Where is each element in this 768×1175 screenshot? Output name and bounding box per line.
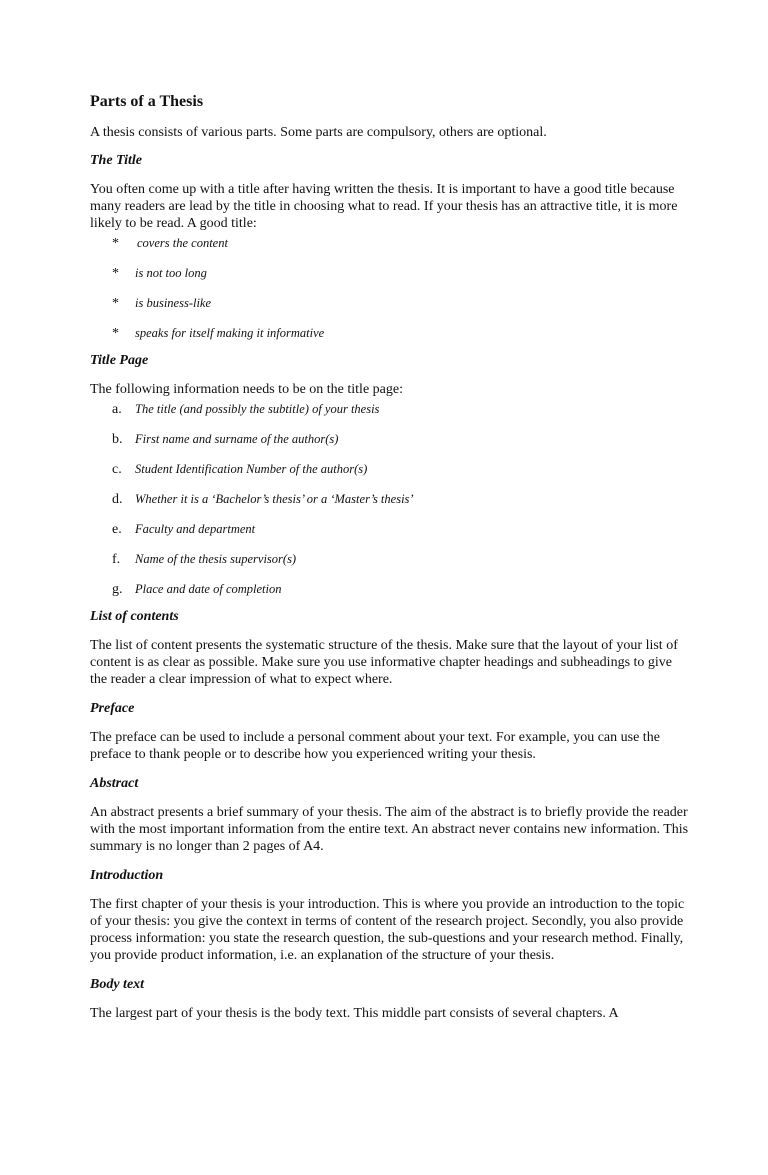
list-item bbox=[90, 432, 690, 462]
list-item-text: First name and surname of the author(s) bbox=[135, 432, 339, 446]
list-item bbox=[90, 236, 690, 266]
list-of-contents-paragraph: The list of content presents the systematic structure of the thesis. Make sure that the layout of your list of content is as clear as possible. Make sure you use informative chapter headings and subheadings to give the reader a clear impression of what to expect where. bbox=[90, 638, 678, 687]
list-item-text: Faculty and department bbox=[135, 522, 256, 536]
title-page-paragraph: The following information needs to be on the title page: bbox=[90, 382, 403, 397]
document-page bbox=[90, 92, 690, 1022]
list-marker: e. bbox=[112, 522, 122, 537]
list-item bbox=[90, 522, 690, 552]
section-heading-list-of-contents: List of contents bbox=[90, 609, 179, 624]
page-title: Parts of a Thesis bbox=[90, 93, 204, 110]
list-item bbox=[90, 402, 690, 432]
list-item-text: speaks for itself making it informative bbox=[135, 326, 325, 340]
list-marker: c. bbox=[112, 462, 122, 477]
list-marker: f. bbox=[112, 552, 121, 567]
list-item-text: The title (and possibly the subtitle) of your thesis bbox=[135, 402, 380, 416]
list-item-text: Student Identification Number of the author(s) bbox=[135, 462, 368, 476]
introduction-paragraph: The first chapter of your thesis is your introduction. This is where you provide an introduction to the topic of your thesis: you give the context in terms of content of the research project. Secondly, you also provide process information: you state the research question, the sub-questions and your research method. Finally, you provide product information, i.e. an explanation of the structure of your thesis. bbox=[90, 897, 685, 963]
list-marker: g. bbox=[112, 582, 123, 597]
title-page-list bbox=[90, 402, 690, 612]
good-title-list bbox=[90, 236, 690, 356]
list-item-text: Name of the thesis supervisor(s) bbox=[135, 552, 297, 566]
body-text-paragraph: The largest part of your thesis is the body text. This middle part consists of several chapters. A bbox=[90, 1006, 619, 1021]
section-heading-preface: Preface bbox=[90, 701, 135, 716]
bullet-marker: * bbox=[112, 326, 119, 341]
list-item-text: is not too long bbox=[135, 266, 207, 280]
bullet-marker: * bbox=[112, 266, 119, 281]
list-marker: d. bbox=[112, 492, 123, 507]
bullet-marker: * bbox=[112, 236, 119, 251]
section-heading-body-text: Body text bbox=[90, 977, 145, 992]
list-marker: a. bbox=[112, 402, 122, 417]
list-item-text: is business-like bbox=[135, 296, 212, 310]
intro-paragraph: A thesis consists of various parts. Some parts are compulsory, others are optional. bbox=[90, 125, 547, 140]
list-item bbox=[90, 266, 690, 296]
list-item bbox=[90, 462, 690, 492]
abstract-paragraph: An abstract presents a brief summary of your thesis. The aim of the abstract is to briefly provide the reader with the most important information from the entire text. An abstract never contains new information. This summary is no longer than 2 pages of A4. bbox=[90, 805, 689, 854]
list-item-text: covers the content bbox=[137, 236, 228, 250]
list-item-text: Place and date of completion bbox=[135, 582, 282, 596]
section-heading-introduction: Introduction bbox=[90, 868, 164, 883]
section-heading-abstract: Abstract bbox=[90, 776, 139, 791]
section-heading-title-page: Title Page bbox=[90, 353, 149, 368]
bullet-marker: * bbox=[112, 296, 119, 311]
list-marker: b. bbox=[112, 432, 123, 447]
the-title-paragraph: You often come up with a title after having written the thesis. It is important to have a good title because many readers are lead by the title in choosing what to read. If your thesis has an attractive title, it is more likely to be read. A good title: bbox=[90, 182, 678, 231]
preface-paragraph: The preface can be used to include a personal comment about your text. For example, you can use the preface to thank people or to describe how you experienced writing your thesis. bbox=[90, 730, 660, 762]
section-heading-the-title: The Title bbox=[90, 153, 142, 168]
list-item bbox=[90, 296, 690, 326]
list-item-text: Whether it is a ‘Bachelor’s thesis’ or a ‘Master’s thesis’ bbox=[135, 492, 414, 506]
list-item bbox=[90, 552, 690, 582]
list-item bbox=[90, 492, 690, 522]
